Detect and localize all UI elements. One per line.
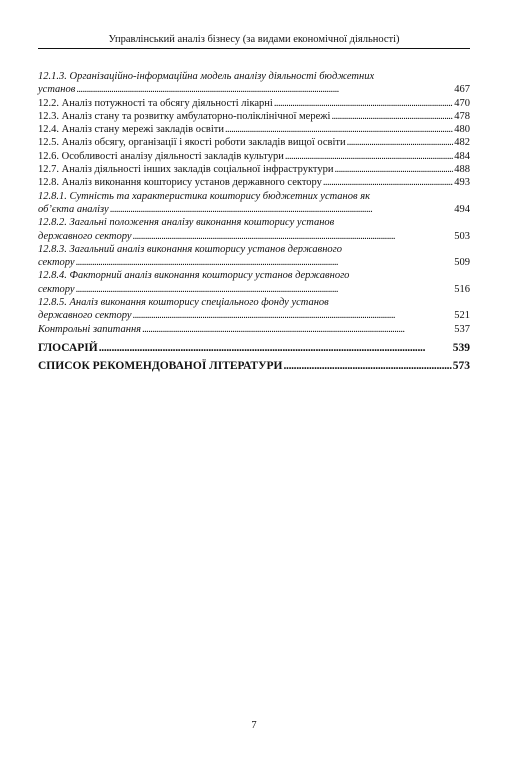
toc-entry-title-line: 12.1.3. Організаційно-інформаційна модель аналізу діяльності бюджетних bbox=[38, 71, 375, 82]
toc-page-number: 482 bbox=[454, 137, 470, 149]
toc-entry-title: установ bbox=[38, 84, 76, 96]
toc-page-number: 516 bbox=[454, 283, 470, 295]
toc-entry-line bbox=[38, 123, 470, 136]
toc-entry-title-line: 12.8.2. Загальні положення аналізу виконання кошторису установ bbox=[38, 217, 335, 229]
dot-leader bbox=[283, 358, 451, 374]
toc-page-number: 488 bbox=[454, 164, 470, 176]
toc-page-number: 494 bbox=[454, 203, 470, 215]
toc-page-number: 478 bbox=[454, 110, 470, 122]
toc-entry-line bbox=[38, 340, 470, 356]
toc-entry-title: 12.6. Особливості аналізу діяльності закладів культури bbox=[38, 150, 284, 162]
toc-entry-title: сектору bbox=[38, 257, 75, 269]
dot-leader bbox=[285, 150, 453, 163]
toc-page-number: 484 bbox=[454, 150, 470, 162]
toc-entry bbox=[38, 110, 470, 123]
toc-entry-title: сектору bbox=[38, 283, 75, 295]
dot-leader bbox=[331, 110, 453, 123]
toc-entry-line bbox=[38, 323, 470, 336]
toc-entry bbox=[38, 70, 470, 97]
toc-entry-title: державного сектору bbox=[38, 310, 132, 322]
toc-page-number: 537 bbox=[454, 323, 470, 335]
dot-leader bbox=[347, 136, 454, 149]
toc-entry-title-line: 12.8.3. Загальний аналіз виконання кошторису установ державного bbox=[38, 243, 343, 255]
toc-entry-title: об’єкта аналізу bbox=[38, 203, 109, 215]
toc-entry bbox=[38, 323, 470, 336]
toc-entry-line bbox=[38, 283, 470, 296]
toc-entry-line bbox=[38, 358, 470, 374]
toc-entry-line bbox=[38, 97, 470, 110]
toc-entry bbox=[38, 97, 470, 110]
page-number: 7 bbox=[251, 720, 257, 731]
toc-page-number: 503 bbox=[454, 230, 470, 242]
toc-entry bbox=[38, 136, 470, 149]
toc-entry bbox=[38, 163, 470, 176]
toc-entry-line bbox=[38, 150, 470, 163]
dot-leader bbox=[133, 230, 454, 243]
toc-entry-title: 12.2. Аналіз потужності та обсягу діяльності лікарні bbox=[38, 97, 273, 109]
toc-entry-title: державного сектору bbox=[38, 230, 132, 242]
table-of-contents bbox=[38, 70, 470, 374]
toc-page-number: 509 bbox=[454, 257, 470, 269]
dot-leader bbox=[76, 256, 454, 269]
toc-entry-line bbox=[38, 256, 470, 269]
dot-leader bbox=[225, 123, 453, 136]
toc-entry-line bbox=[38, 110, 470, 123]
running-header: Управлінський аналіз бізнесу (за видами економічної діяльності) bbox=[108, 34, 400, 45]
toc-entry-title-line: 12.8.5. Аналіз виконання кошторису спеціального фонду установ bbox=[38, 297, 329, 309]
dot-leader bbox=[274, 97, 453, 110]
toc-entry-title-line: 12.8.4. Факторний аналіз виконання кошторису установ державного bbox=[38, 270, 350, 282]
dot-leader bbox=[142, 323, 453, 336]
dot-leader bbox=[133, 309, 454, 322]
toc-page-number: 573 bbox=[452, 359, 470, 372]
toc-entry-line bbox=[38, 309, 470, 322]
toc-entry-title: 12.4. Аналіз стану мережі закладів освіти bbox=[38, 124, 224, 136]
dot-leader bbox=[323, 176, 453, 189]
toc-entry-title: 12.7. Аналіз діяльності інших закладів соціальної інфраструктури bbox=[38, 164, 334, 176]
toc-page-number: 539 bbox=[452, 341, 470, 354]
toc-entry-line bbox=[38, 230, 470, 243]
toc-page-number: 480 bbox=[454, 124, 470, 136]
toc-entry bbox=[38, 243, 470, 270]
toc-entry bbox=[38, 123, 470, 136]
toc-page-number: 493 bbox=[454, 177, 470, 189]
toc-entry-title: СПИСОК РЕКОМЕНДОВАНОЇ ЛІТЕРАТУРИ bbox=[38, 359, 283, 372]
header-rule bbox=[38, 48, 470, 49]
toc-entry-title: 12.3. Аналіз стану та розвитку амбулаторно-поліклінічної мережі bbox=[38, 110, 331, 122]
toc-entry-title: 12.8. Аналіз виконання кошторису установ державного сектору bbox=[38, 177, 322, 189]
toc-entry bbox=[38, 340, 470, 356]
toc-entry-title-line: 12.8.1. Сутність та характеристика кошторису бюджетних установ як bbox=[38, 190, 370, 202]
dot-leader bbox=[76, 283, 454, 296]
dot-leader bbox=[76, 83, 453, 96]
toc-entry-title: Контрольні запитання bbox=[38, 323, 142, 335]
toc-page-number: 467 bbox=[454, 84, 470, 96]
toc-entry bbox=[38, 269, 470, 296]
toc-entry-line bbox=[38, 83, 470, 96]
toc-entry-title: ГЛОСАРІЙ bbox=[38, 341, 98, 354]
toc-entry bbox=[38, 358, 470, 374]
toc-entry-title: 12.5. Аналіз обсягу, організації і якості роботи закладів вищої освіти bbox=[38, 137, 346, 149]
toc-entry bbox=[38, 190, 470, 217]
toc-entry bbox=[38, 296, 470, 323]
toc-entry bbox=[38, 150, 470, 163]
dot-leader bbox=[99, 340, 452, 356]
toc-entry bbox=[38, 176, 470, 189]
toc-page-number: 521 bbox=[454, 310, 470, 322]
toc-entry-line bbox=[38, 176, 470, 189]
dot-leader bbox=[110, 203, 454, 216]
dot-leader bbox=[334, 163, 453, 176]
toc-entry-line bbox=[38, 163, 470, 176]
toc-entry-line bbox=[38, 136, 470, 149]
toc-entry-line bbox=[38, 203, 470, 216]
toc-entry bbox=[38, 216, 470, 243]
toc-page-number: 470 bbox=[454, 97, 470, 109]
